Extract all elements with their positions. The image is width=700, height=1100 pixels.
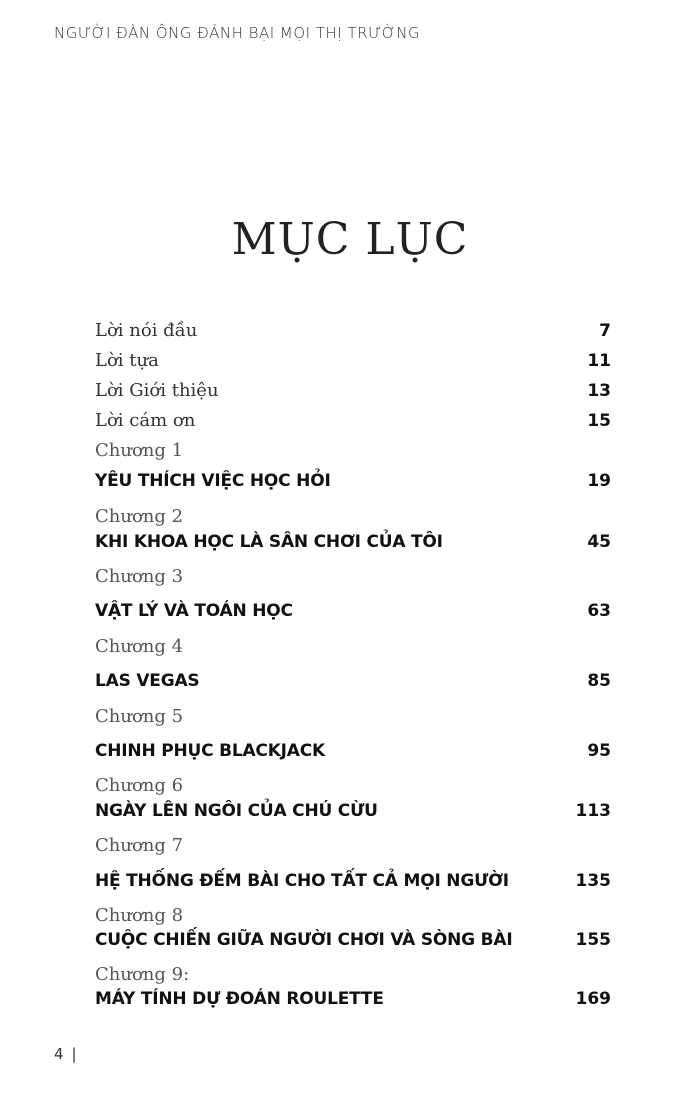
toc-chapter-entry-2[interactable] (95, 534, 611, 551)
chapter-number: Chương 9: (95, 964, 190, 985)
chapter-number: Chương 4 (95, 636, 184, 657)
chapter-number: Chương 6 (95, 775, 184, 796)
toc-page-number: 11 (587, 351, 611, 371)
toc-entry-introduction[interactable] (95, 382, 611, 400)
toc-chapter-entry-1[interactable] (95, 473, 611, 490)
chapter-title: CUỘC CHIẾN GIỮA NGƯỜI CHƠI VÀ SÒNG BÀI (95, 930, 513, 950)
toc-chapter-label-3 (95, 568, 611, 586)
toc-chapter-label-9 (95, 966, 611, 984)
chapter-number: Chương 2 (95, 506, 184, 527)
toc-page-number: 85 (587, 671, 611, 691)
toc-chapter-label-7 (95, 837, 611, 855)
toc-page-number: 15 (587, 411, 611, 431)
chapter-title: KHI KHOA HỌC LÀ SÂN CHƠI CỦA TÔI (95, 532, 443, 552)
toc-page-number: 135 (575, 871, 611, 891)
chapter-number: Chương 1 (95, 440, 184, 461)
toc-entry-label: Lời tựa (95, 350, 159, 371)
toc-page-number: 113 (575, 801, 611, 821)
chapter-number: Chương 5 (95, 706, 184, 727)
chapter-number: Chương 3 (95, 566, 184, 587)
toc-chapter-entry-5[interactable] (95, 743, 611, 760)
toc-chapter-label-1 (95, 442, 611, 460)
chapter-title: YÊU THÍCH VIỆC HỌC HỎI (95, 471, 331, 491)
toc-entry-acknowledgements[interactable] (95, 412, 611, 430)
toc-chapter-entry-8[interactable] (95, 932, 611, 949)
toc-page-number: 155 (575, 930, 611, 950)
toc-page-number: 19 (587, 471, 611, 491)
chapter-title: HỆ THỐNG ĐẾM BÀI CHO TẤT CẢ MỌI NGƯỜI (95, 871, 509, 891)
toc-chapter-entry-9[interactable] (95, 991, 611, 1008)
toc-chapter-entry-6[interactable] (95, 803, 611, 820)
toc-page-number: 95 (587, 741, 611, 761)
toc-chapter-label-2 (95, 508, 611, 526)
chapter-title: LAS VEGAS (95, 671, 200, 691)
toc-entry-label: Lời nói đầu (95, 320, 198, 341)
toc-page-number: 169 (575, 989, 611, 1009)
toc-chapter-label-4 (95, 638, 611, 656)
toc-page-number: 13 (587, 381, 611, 401)
toc-entry-foreword[interactable] (95, 352, 611, 370)
chapter-number: Chương 8 (95, 905, 184, 926)
chapter-title: CHINH PHỤC BLACKJACK (95, 741, 326, 761)
toc-chapter-entry-3[interactable] (95, 603, 611, 620)
toc-entry-label: Lời cám ơn (95, 410, 196, 431)
page-number: 4 (54, 1045, 64, 1063)
toc-page-number: 45 (587, 532, 611, 552)
chapter-title: NGÀY LÊN NGÔI CỦA CHÚ CỪU (95, 801, 378, 821)
toc-chapter-label-5 (95, 708, 611, 726)
toc-chapter-label-8 (95, 907, 611, 925)
toc-entry-preface[interactable] (95, 322, 611, 340)
footer-separator: | (71, 1045, 77, 1063)
chapter-title: MÁY TÍNH DỰ ĐOÁN ROULETTE (95, 989, 384, 1009)
toc-page-number: 63 (587, 601, 611, 621)
toc-page-number: 7 (599, 321, 611, 341)
page-title: MỤC LỤC (231, 214, 469, 265)
running-header: NGƯỜI ĐÀN ÔNG ĐÁNH BẠI MỌI THỊ TRƯỜNG (54, 24, 421, 42)
toc-entry-label: Lời Giới thiệu (95, 380, 219, 401)
page-footer (54, 1045, 77, 1063)
toc-chapter-entry-4[interactable] (95, 673, 611, 690)
chapter-number: Chương 7 (95, 835, 184, 856)
toc-chapter-label-6 (95, 777, 611, 795)
chapter-title: VẬT LÝ VÀ TOÁN HỌC (95, 601, 293, 621)
toc-chapter-entry-7[interactable] (95, 873, 611, 890)
